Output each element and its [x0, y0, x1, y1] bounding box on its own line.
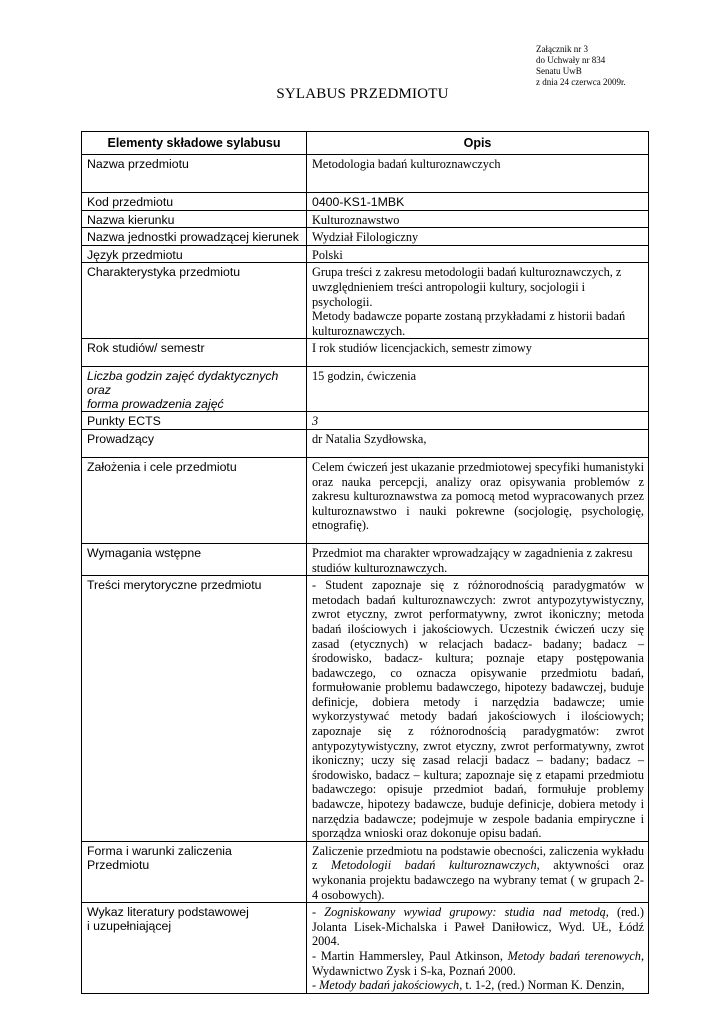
text-segment: , Wydawnictwo Zysk i S-ka, Poznań 2000.	[312, 948, 645, 978]
row-label: Nazwa kierunku	[82, 210, 307, 228]
course-title-italic: Metodologii badań kulturoznawczych	[331, 858, 537, 873]
table-row	[82, 367, 649, 412]
table-row	[82, 841, 649, 902]
table-row	[82, 245, 649, 263]
row-value: I rok studiów licencjackich, semestr zimowy	[307, 339, 649, 367]
row-label: Język przedmiotu	[82, 245, 307, 263]
row-value: Celem ćwiczeń jest ukazanie przedmiotowej specyfiki humanistyki oraz nauka percepcji, analizy oraz opisywania problemów z zakresu kulturoznawstwa za pomocą metod wypracowanych przez kulturoznawstwo i nauki pokrewne (socjologię, psychologię, etnografię).	[307, 457, 649, 543]
row-label: Prowadzący	[82, 429, 307, 457]
row-label: Nazwa jednostki prowadzącej kierunek	[82, 228, 307, 246]
book-title: Metody badań jakościowych	[319, 978, 460, 993]
table-row	[82, 155, 649, 193]
annex-line: do Uchwały nr 834	[536, 55, 606, 65]
table-row	[82, 263, 649, 339]
row-label: Kod przedmiotu	[82, 193, 307, 211]
literature-item	[312, 949, 644, 978]
row-label: Punkty ECTS	[82, 412, 307, 430]
row-label: Założenia i cele przedmiotu	[82, 457, 307, 543]
row-value: Metodologia badań kulturoznawczych	[307, 155, 649, 193]
text-segment: - Martin Hammersley, Paul Atkinson,	[312, 948, 508, 963]
table-row	[82, 903, 649, 994]
table-row	[82, 412, 649, 430]
book-title: Zogniskowany wywiad grupowy: studia nad metodą	[324, 905, 606, 920]
literature-item	[312, 905, 644, 949]
table-row	[82, 543, 649, 575]
table-row	[82, 193, 649, 211]
row-value: Polski	[307, 245, 649, 263]
text-segment: -	[312, 905, 325, 920]
row-label: Wymagania wstępne	[82, 543, 307, 575]
table-row	[82, 429, 649, 457]
row-label: Liczba godzin zajęć dydaktycznych oraz forma prowadzenia zajęć	[82, 367, 307, 412]
table-row	[82, 576, 649, 842]
row-value: Kulturoznawstwo	[307, 210, 649, 228]
row-value: - Student zapoznaje się z różnorodnością paradygmatów w metodach badań kulturoznawczych: zwrot antypozytywistyczny, zwrot etyczny, zwrot performatywny, zwrot ikoniczny; metoda badań ilościowych i jakościowych. Uczestnik ćwiczeń uczy się zasad (etycznych) w relacjach badacz- badany; badacz – środowisko, badacz- kultura; poznaje etapy postępowania badawczego, co oznacza opisywanie przedmiotu badań, formułowanie problemu badawczego, hipotezy badawczej, buduje definicje, dobiera metody i narzędzia badawcze; umie wykorzystywać metody badań jakościowych i ilościowych; zapoznaje się z różnorodnością paradygmatów: zwrot antypozytywistyczny, zwrot etyczny, zwrot performatywny, zwrot ikoniczny; uczy się zasad relacji badacz – badany; badacz – środowisko, badacz – kultura; zapoznaje się z etapami przedmiotu badawczego: opisuje przedmiot badań, formułuje problemy badawcze, hipotezy badawcze, buduje definicje, dobiera metody i narzędzia badawcze; podejmuje w zespole badania empiryczne i sporządza wnioski oraz dokonuje opisu badań.	[307, 576, 649, 842]
annex-line: z dnia 24 czerwca 2009r.	[536, 77, 626, 87]
annex-line: Załącznik nr 3	[536, 44, 588, 54]
table-header-row	[82, 132, 649, 155]
annex-line: Senatu UwB	[536, 66, 582, 76]
row-label: Wykaz literatury podstawowej i uzupełniającej	[82, 903, 307, 994]
column-header: Opis	[307, 132, 649, 155]
book-title: Metody badań terenowych	[507, 948, 641, 963]
column-header: Elementy składowe sylabusu	[82, 132, 307, 155]
text-segment: , t. 1-2, (red.) Norman K. Denzin,	[459, 978, 625, 993]
literature-list	[307, 903, 649, 994]
row-label: Forma i warunki zaliczenia Przedmiotu	[82, 841, 307, 902]
row-value: Wydział Filologiczny	[307, 228, 649, 246]
row-value: Przedmiot ma charakter wprowadzający w zagadnienia z zakresu studiów kulturoznawczych.	[307, 543, 649, 575]
row-label: Treści merytoryczne przedmiotu	[82, 576, 307, 842]
row-value: 3	[307, 412, 649, 430]
row-value: dr Natalia Szydłowska,	[307, 429, 649, 457]
table-row	[82, 228, 649, 246]
row-label: Nazwa przedmiotu	[82, 155, 307, 193]
table-row	[82, 339, 649, 367]
literature-item	[312, 978, 644, 993]
row-value: 0400-KS1-1MBK	[307, 193, 649, 211]
text-segment: , aktywności oraz wykonania projektu badawczego na wybrany temat ( w grupach 2-4 osobowych).	[312, 858, 644, 902]
table-row	[82, 210, 649, 228]
text-segment: , (red.) Jolanta Lisek-Michalska i Paweł Daniłowicz, Wyd. UŁ, Łódź 2004.	[312, 905, 644, 949]
text-segment: -	[312, 978, 320, 993]
row-value	[307, 841, 649, 902]
row-label: Charakterystyka przedmiotu	[82, 263, 307, 339]
table-row	[82, 457, 649, 543]
row-label: Rok studiów/ semestr	[82, 339, 307, 367]
row-value: Grupa treści z zakresu metodologii badań kulturoznawczych, z uwzględnieniem treści antropologii kultury, socjologii i psychologii. Metody badawcze poparte zostaną przykładami z historii badań kulturoznawczych.	[307, 263, 649, 339]
row-value: 15 godzin, ćwiczenia	[307, 367, 649, 412]
syllabus-table	[81, 131, 649, 994]
page-title: SYLABUS PRZEDMIOTU	[276, 86, 449, 102]
text-segment: Zaliczenie przedmiotu na podstawie obecności, zaliczenia wykładu z	[312, 843, 644, 873]
annex-header	[536, 44, 626, 88]
